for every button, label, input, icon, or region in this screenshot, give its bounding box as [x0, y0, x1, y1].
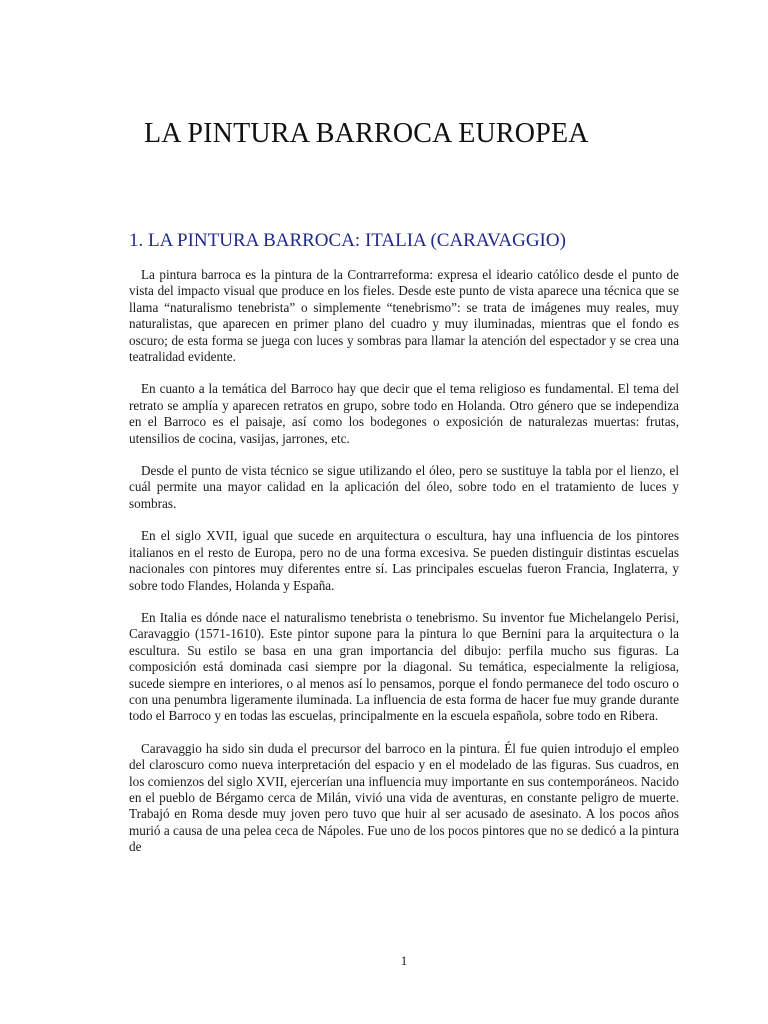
- paragraph-3: Desde el punto de vista técnico se sigue utilizando el óleo, pero se sustituye la tabla por el lienzo, el cuál permite una mayor calidad en la aplicación del óleo, sobre todo en el tratamiento de luces y sombras.: [129, 463, 679, 511]
- paragraph-2: En cuanto a la temática del Barroco hay que decir que el tema religioso es fundamental. El tema del retrato se amplía y aparecen retratos en grupo, sobre todo en Holanda. Otro género que se independiza en el Barroco es el paisaje, así como los bodegones o exposición de naturalezas muertas: frutas, utensilios de cocina, vasijas, jarrones, etc.: [129, 381, 679, 446]
- paragraph-1: La pintura barroca es la pintura de la Contrarreforma: expresa el ideario católico desde el punto de vista del impacto visual que produce en los fieles. Desde este punto de vista aparece una técnica que se llama “naturalismo tenebrista” o simplemente “tenebrismo”: se trata de imágenes muy reales, muy naturalistas, que aparecen en primer plano del cuadro y muy iluminadas, mientras que el fondo es oscuro; de esta forma se juega con luces y sombras para llamar la atención del espectador y se crea una teatralidad evidente.: [129, 267, 679, 365]
- paragraph-4: En el siglo XVII, igual que sucede en arquitectura o escultura, hay una influencia de los pintores italianos en el resto de Europa, pero no de una forma excesiva. Se pueden distinguir distintas escuelas nacionales con pintores muy diferentes entre sí. Las principales escuelas fueron Francia, Inglaterra, y sobre todo Flandes, Holanda y España.: [129, 528, 679, 593]
- document-title: LA PINTURA BARROCA EUROPEA: [144, 118, 589, 149]
- section-heading: 1. LA PINTURA BARROCA: ITALIA (CARAVAGGIO): [129, 230, 566, 251]
- paragraph-5: En Italia es dónde nace el naturalismo tenebrista o tenebrismo. Su inventor fue Michelangelo Perisi, Caravaggio (1571-1610). Este pintor supone para la pintura lo que Bernini para la arquitectura o la escultura. Su estilo se basa en una gran importancia del dibujo: perfila mucho sus figuras. La composición está dominada casi siempre por la diagonal. Su temática, especialmente la religiosa, sucede siempre en interiores, o al menos así lo pensamos, porque el fondo permanece del todo oscuro o con una penumbra ligeramente iluminada. La influencia de esta forma de hacer fue muy grande durante todo el Barroco y en todas las escuelas, principalmente en la escuela española, sobre todo en Ribera.: [129, 609, 679, 724]
- body-text: [129, 267, 679, 872]
- page-number: 1: [400, 953, 408, 968]
- paragraph-6: Caravaggio ha sido sin duda el precursor del barroco en la pintura. Él fue quien introdujo el empleo del claroscuro como nueva interpretación del espacio y en el modelado de las figuras. Sus cuadros, en los comienzos del siglo XVII, ejercerían una influencia muy importante en sus contemporáneos. Nacido en el pueblo de Bérgamo cerca de Milán, vivió una vida de aventuras, en constante peligro de muerte. Trabajó en Roma desde muy joven pero tuvo que huir al ser acusado de asesinato. A los pocos años murió a causa de una pelea ceca de Nápoles. Fue uno de los pocos pintores que no se dedicó a la pintura de: [129, 740, 679, 855]
